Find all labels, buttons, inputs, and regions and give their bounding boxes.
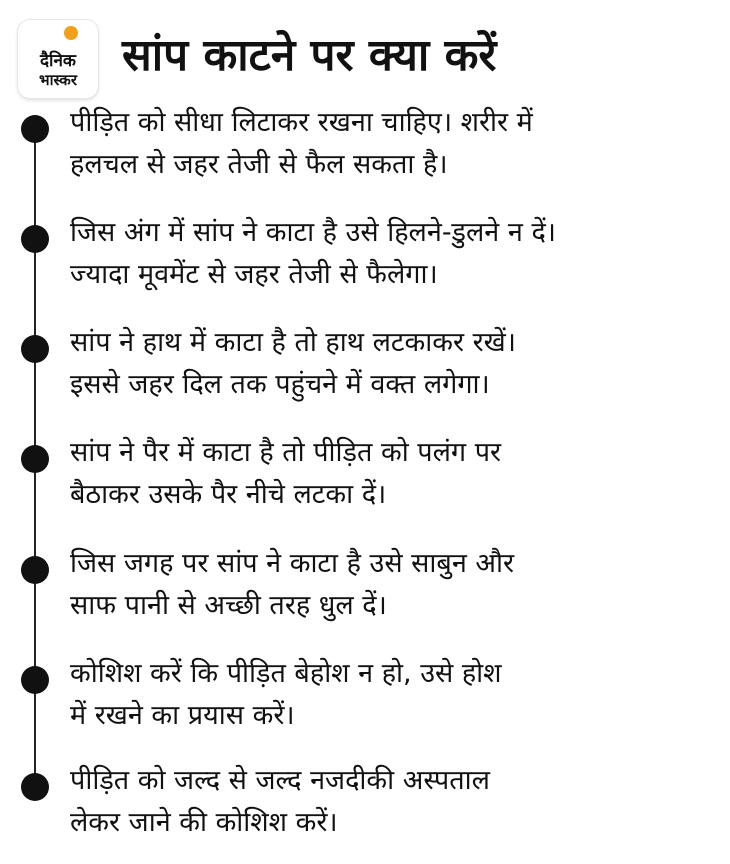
list-item-line: पीड़ित को सीधा लिटाकर रखना चाहिए। शरीर में [70, 107, 533, 138]
list-item [0, 437, 730, 532]
list-item-text [70, 212, 690, 296]
bullet-dot [21, 556, 49, 584]
bullet-dot [21, 773, 49, 801]
bullet-dot [21, 115, 49, 143]
list-item-line: पीड़ित को जल्द से जल्द नजदीकी अस्पताल [70, 765, 490, 796]
list-item-text [70, 102, 690, 186]
list-item-line: हलचल से जहर तेजी से फैल सकता है। [70, 149, 448, 180]
page-title: सांप काटने पर क्या करें [122, 30, 497, 81]
list-item-line: बैठाकर उसके पैर नीचे लटका दें। [70, 479, 387, 510]
list-item [0, 217, 730, 312]
list-item-line: सांप ने पैर में काटा है तो पीड़ित को पलंग पर [70, 437, 502, 468]
list-item [0, 327, 730, 422]
bullet-dot [21, 445, 49, 473]
list-item [0, 658, 730, 753]
list-item-line: कोशिश करें कि पीड़ित बेहोश न हो, उसे होश [70, 658, 502, 689]
list-item-line: में रखने का प्रयास करें। [70, 700, 295, 731]
list-item-line: जिस अंग में सांप ने काटा है उसे हिलने-डुलने न दें। [70, 217, 557, 248]
list-item-text [70, 322, 690, 406]
bullet-dot [21, 666, 49, 694]
list-item-line: सांप ने हाथ में काटा है तो हाथ लटकाकर रखें। [70, 327, 516, 358]
list-item-line: ज्यादा मूवमेंट से जहर तेजी से फैलेगा। [70, 259, 438, 290]
list-item [0, 107, 730, 202]
list-item-text [70, 760, 690, 844]
dainik-bhaskar-logo [18, 20, 98, 98]
logo-text-line1: दैनिक [40, 51, 76, 71]
sun-icon [64, 26, 78, 40]
list-item-text [70, 653, 690, 737]
list-item-text [70, 432, 690, 516]
logo-text-line2: भास्कर [39, 71, 77, 89]
bullet-dot [21, 335, 49, 363]
list-item-line: साफ पानी से अच्छी तरह धुल दें। [70, 590, 387, 621]
list-item [0, 548, 730, 643]
list-item-line: इससे जहर दिल तक पहुंचने में वक्त लगेगा। [70, 369, 490, 400]
list-item-line: जिस जगह पर सांप ने काटा है उसे साबुन और [70, 548, 515, 579]
list-item-line: लेकर जाने की कोशिश करें। [70, 807, 338, 838]
list-item [0, 765, 730, 860]
list-item-text [70, 543, 690, 627]
bullet-dot [21, 225, 49, 253]
header [0, 0, 730, 100]
